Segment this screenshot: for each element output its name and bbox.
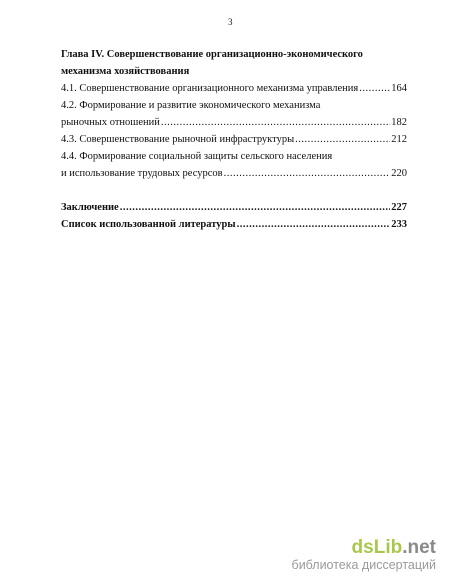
toc-entry-4-2 <box>61 97 407 131</box>
toc-entry-page: 182 <box>391 117 407 128</box>
toc-entry-references <box>61 216 407 233</box>
toc-entry-page: 164 <box>391 83 407 94</box>
dot-leader <box>161 114 390 131</box>
watermark-logo-net: .net <box>402 537 436 558</box>
page-number: 3 <box>228 17 233 27</box>
toc-entry-text: и использование трудовых ресурсов <box>61 168 223 179</box>
toc-entry-conclusion <box>61 199 407 216</box>
toc-entry-4-1 <box>61 80 407 97</box>
chapter-title-line2: механизма хозяйствования <box>61 66 190 77</box>
toc-entry-4-3 <box>61 131 407 148</box>
toc-entry-text: рыночных отношений <box>61 117 160 128</box>
toc-entry-text-line1: 4.2. Формирование и развитие экономического механизма <box>61 100 321 111</box>
chapter-title-line1: Глава IV. Совершенствование организационно-экономического <box>61 49 363 60</box>
dot-leader <box>359 80 390 97</box>
dot-leader <box>224 165 391 182</box>
chapter-title <box>61 46 407 80</box>
toc-entry-text-line1: 4.4. Формирование социальной защиты сельского населения <box>61 151 333 162</box>
toc-entry-text: Заключение <box>61 202 119 213</box>
dot-leader <box>295 131 390 148</box>
toc-entry-text: Список использованной литературы <box>61 219 236 230</box>
watermark-logo-main: dsLib <box>351 537 403 558</box>
toc-entry-text: 4.1. Совершенствование организационного механизма управления <box>61 83 359 94</box>
watermark-subtitle: библиотека диссертаций <box>291 558 436 572</box>
toc-entry-text: 4.3. Совершенствование рыночной инфраструктуры <box>61 134 295 145</box>
watermark-logo <box>292 538 436 558</box>
toc-entry-page: 220 <box>391 168 407 179</box>
dslib-watermark <box>292 538 436 572</box>
toc-entry-page: 227 <box>391 202 407 213</box>
dot-leader <box>120 199 391 216</box>
table-of-contents <box>61 46 407 233</box>
toc-entry-page: 212 <box>391 134 407 145</box>
dot-leader <box>237 216 391 233</box>
toc-entry-4-4 <box>61 148 407 182</box>
toc-entry-page: 233 <box>391 219 407 230</box>
